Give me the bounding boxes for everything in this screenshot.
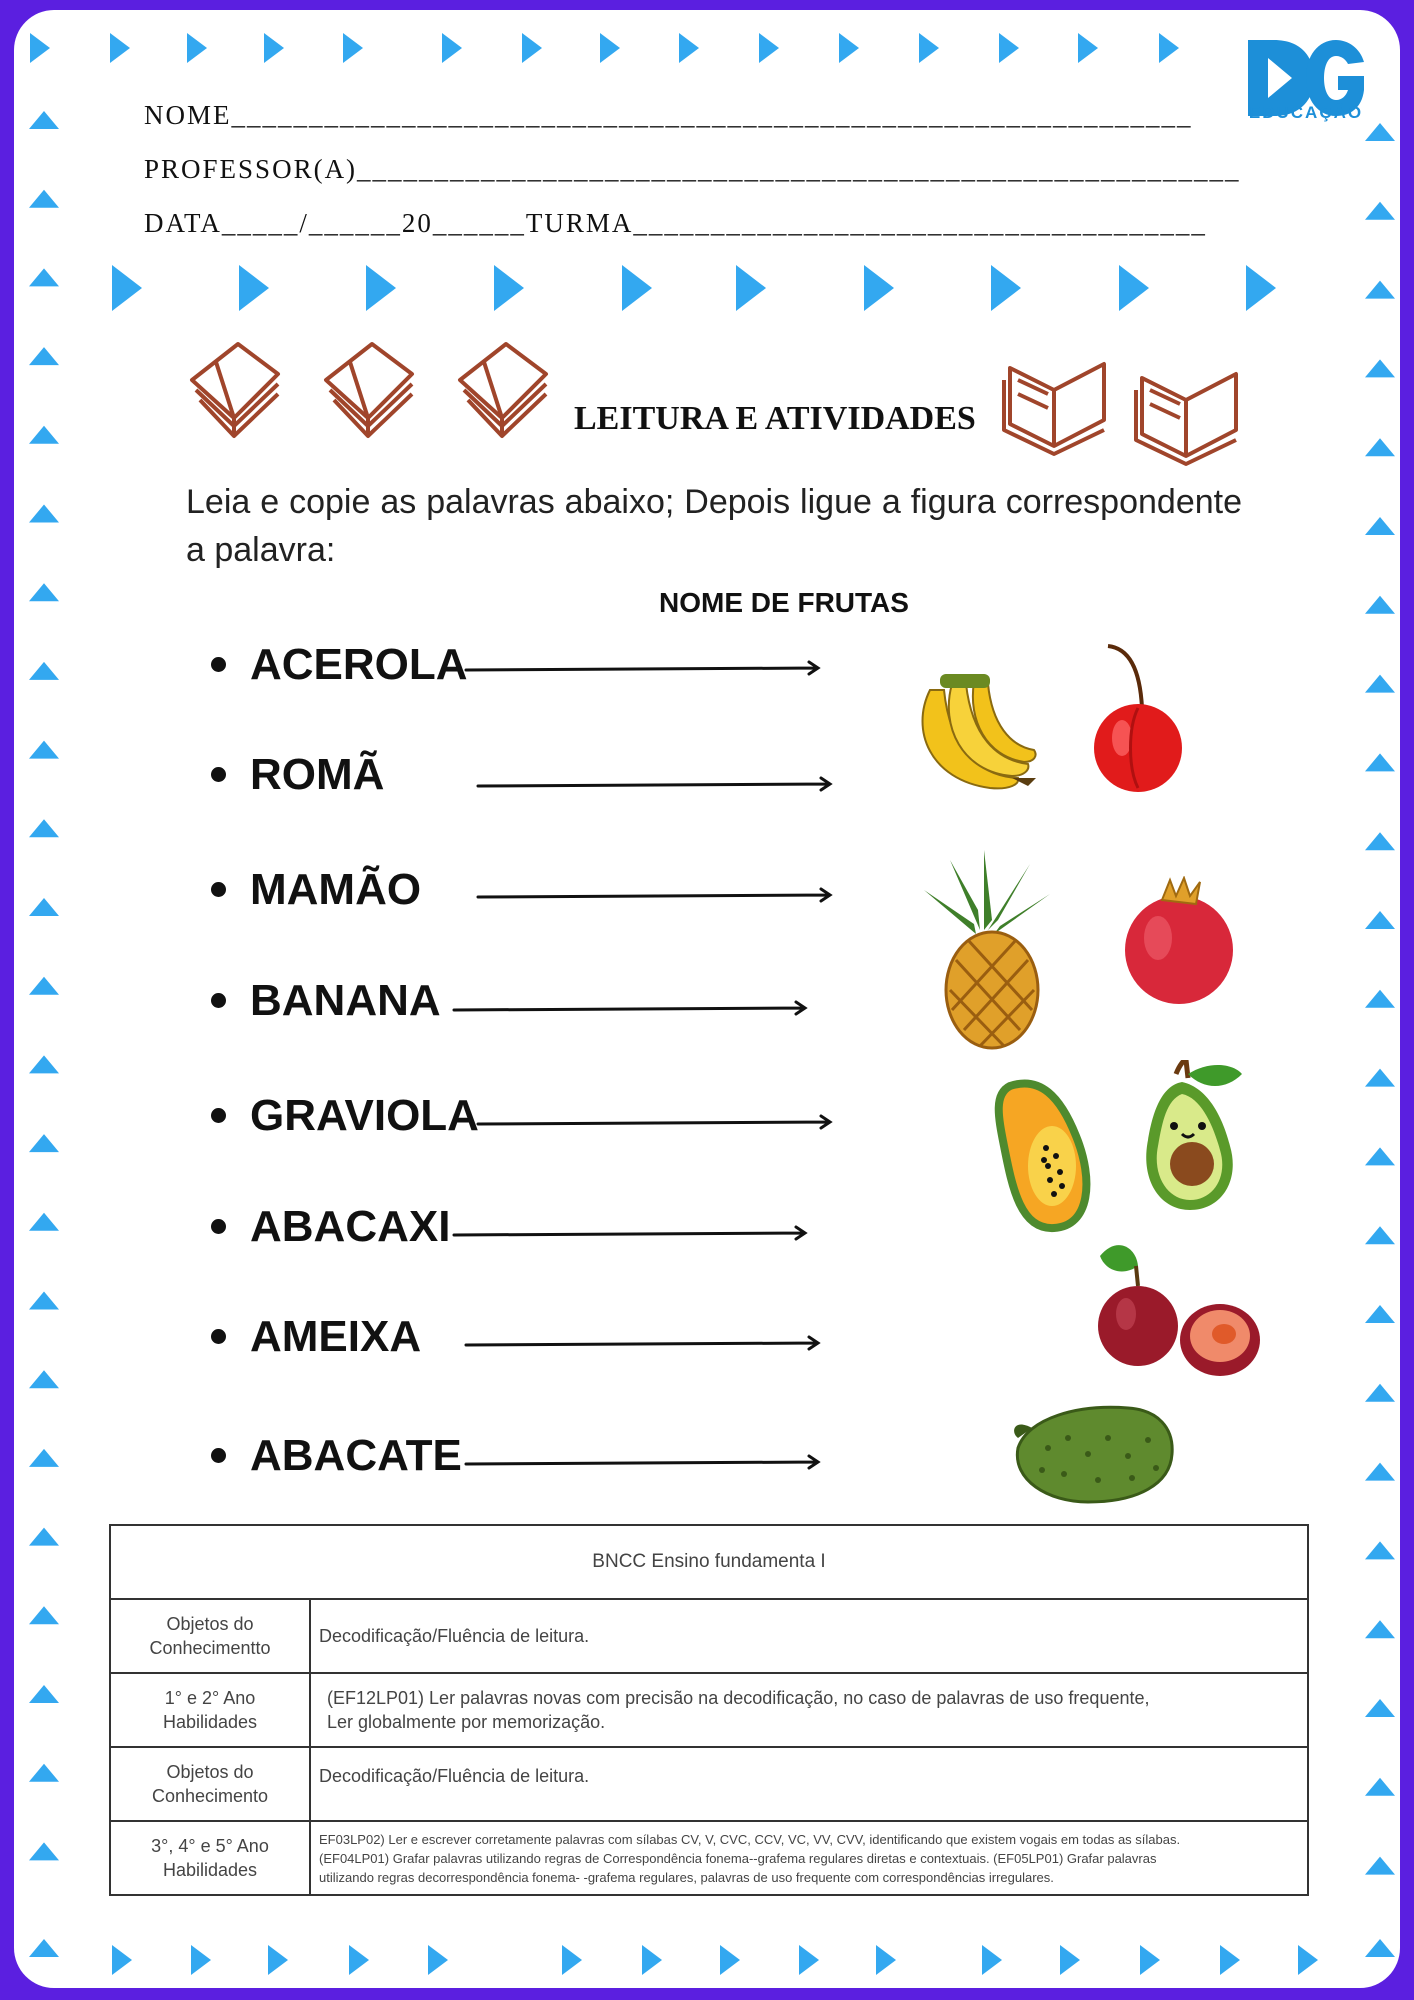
pomegranate-image bbox=[1114, 876, 1244, 1006]
answer-line-acerola bbox=[466, 662, 818, 674]
banana-image bbox=[900, 660, 1050, 800]
table-row bbox=[110, 1599, 1308, 1673]
answer-line-ameixa bbox=[466, 1337, 818, 1349]
logo-subtitle: EDUCAÇÃO bbox=[1248, 103, 1364, 122]
table-row bbox=[110, 1821, 1308, 1895]
row-label: Objetos do Conhecimentto bbox=[110, 1599, 310, 1673]
word-roma: ROMÃ bbox=[250, 750, 385, 799]
word-mamao: MAMÃO bbox=[250, 865, 422, 914]
word-banana: BANANA bbox=[250, 976, 441, 1025]
papaya-image bbox=[990, 1076, 1100, 1236]
avocado-image bbox=[1130, 1060, 1250, 1220]
row-value: EF03LP02) Ler e escrever corretamente palavras com sílabas CV, V, CVC, CCV, VC, VV, CVV, identificando que existem vogais em todas as sílabas. (EF04LP01) Grafar palavras utilizando regras de Correspondência fonema--grafema regulares diretas e contextuais. (EF05LP01) Grafar palavras utilizando regras decorrespondência fonema- -grafema regulares, palavras de uso frequente com correspondências irregulares. bbox=[310, 1821, 1308, 1895]
word-acerola: ACEROLA bbox=[250, 640, 468, 689]
row-value: Decodificação/Fluência de leitura. bbox=[310, 1747, 1308, 1821]
acerola-image bbox=[1088, 638, 1198, 798]
date-class-field[interactable]: DATA_____/______20______TURMA_____________________________________ bbox=[144, 208, 1207, 238]
answer-line-graviola bbox=[478, 1116, 830, 1128]
row-label: 1° e 2° Ano Habilidades bbox=[110, 1673, 310, 1747]
table-row bbox=[110, 1673, 1308, 1747]
word-graviola: GRAVIOLA bbox=[250, 1091, 479, 1140]
section-subtitle: NOME DE FRUTAS bbox=[659, 587, 909, 618]
bncc-table bbox=[109, 1524, 1309, 1896]
answer-line-mamao bbox=[478, 889, 830, 901]
answer-line-banana bbox=[454, 1002, 805, 1014]
row-value: (EF12LP01) Ler palavras novas com precisão na decodificação, no caso de palavras de uso frequente, Ler globalmente por memorização. bbox=[310, 1673, 1308, 1747]
answer-line-abacate bbox=[466, 1456, 818, 1468]
table-title: BNCC Ensino fundamenta I bbox=[110, 1525, 1308, 1599]
word-abacate: ABACATE bbox=[250, 1431, 462, 1480]
row-label: Objetos do Conhecimento bbox=[110, 1747, 310, 1821]
word-ameixa: AMEIXA bbox=[250, 1312, 422, 1361]
row-label: 3°, 4° e 5° Ano Habilidades bbox=[110, 1821, 310, 1895]
worksheet-title: LEITURA E ATIVIDADES bbox=[574, 400, 976, 437]
instructions: Leia e copie as palavras abaixo; Depois ligue a figura correspondente a palavra: bbox=[186, 483, 1242, 569]
table-row bbox=[110, 1747, 1308, 1821]
name-field[interactable]: NOME______________________________________________________________ bbox=[144, 100, 1193, 130]
word-abacaxi: ABACAXI bbox=[250, 1202, 451, 1251]
answer-line-roma bbox=[478, 778, 830, 790]
teacher-field[interactable]: PROFESSOR(A)_________________________________________________________ bbox=[144, 154, 1241, 184]
worksheet-page bbox=[14, 10, 1400, 1988]
answer-line-abacaxi bbox=[454, 1227, 805, 1239]
pineapple-image bbox=[920, 850, 1060, 1050]
soursop-image bbox=[1008, 1398, 1178, 1508]
row-value: Decodificação/Fluência de leitura. bbox=[310, 1599, 1308, 1673]
plum-image bbox=[1076, 1236, 1266, 1386]
